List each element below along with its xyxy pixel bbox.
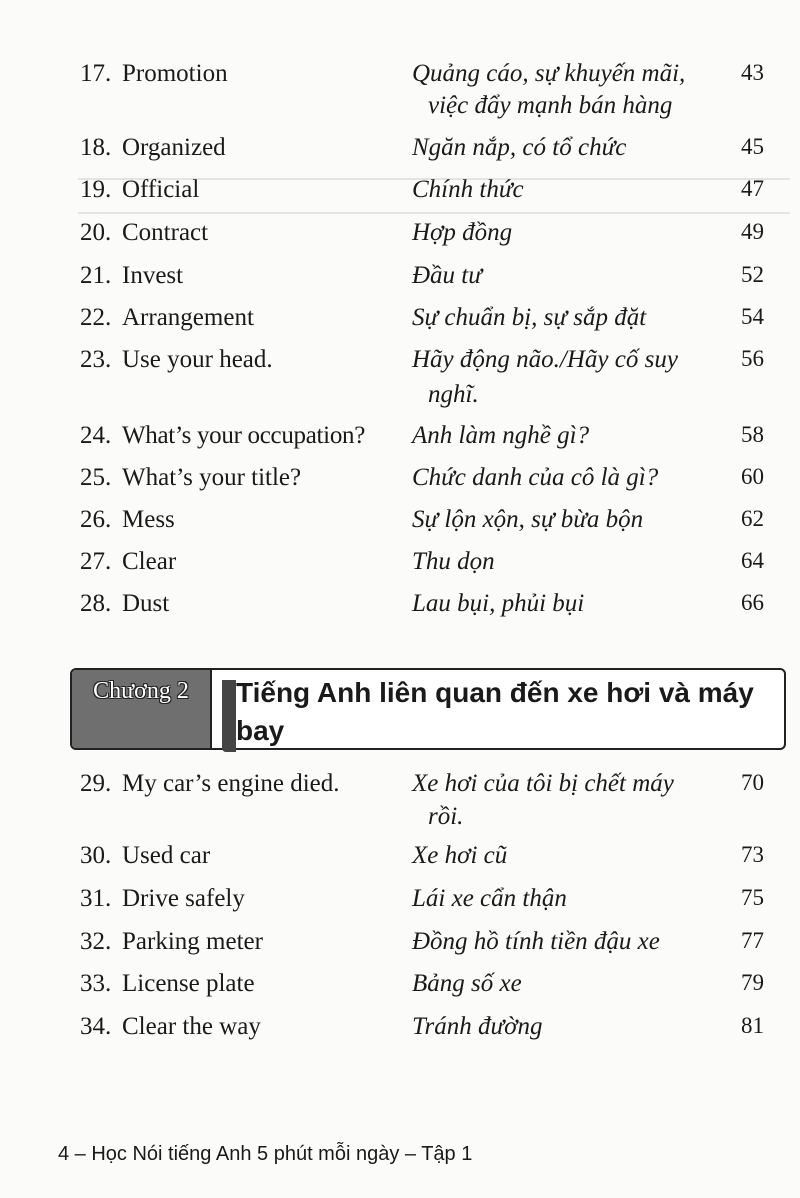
entry-english: Contract — [122, 219, 209, 246]
entry-vietnamese: Chức danh của cô là gì? — [412, 464, 659, 491]
toc-entry — [0, 548, 800, 588]
toc-entry — [0, 346, 800, 386]
entry-number: 28. — [80, 590, 112, 617]
entry-number: 30. — [80, 842, 112, 869]
entry-vietnamese: Bảng số xe — [412, 970, 522, 997]
entry-english: Clear — [122, 548, 177, 575]
entry-english: Drive safely — [122, 885, 245, 912]
entry-number: 29. — [80, 770, 112, 797]
entry-vietnamese: Lau bụi, phủi bụi — [412, 590, 585, 617]
entry-page: 45 — [741, 134, 764, 159]
toc-entry — [0, 176, 800, 216]
toc-entry — [0, 134, 800, 174]
entry-vietnamese-line2: rồi. — [428, 803, 464, 830]
entry-english: Promotion — [122, 60, 228, 87]
entry-page: 43 — [741, 60, 764, 85]
entry-page: 75 — [741, 885, 764, 910]
entry-number: 20. — [80, 219, 112, 246]
entry-english: Arrangement — [122, 304, 254, 331]
entry-english: Mess — [122, 506, 175, 533]
entry-number: 24. — [80, 422, 112, 449]
entry-number: 33. — [80, 970, 112, 997]
entry-english: Parking meter — [122, 928, 263, 955]
entry-page: 62 — [741, 506, 764, 531]
entry-vietnamese: Đầu tư — [412, 262, 482, 289]
entry-vietnamese: Đồng hồ tính tiền đậu xe — [412, 928, 660, 955]
entry-english: Dust — [122, 590, 170, 617]
toc-entry — [0, 506, 800, 546]
entry-vietnamese: Sự lộn xộn, sự bừa bộn — [412, 506, 644, 533]
chapter-divider — [222, 680, 236, 752]
entry-page: 60 — [741, 464, 764, 489]
toc-entry — [0, 885, 800, 925]
toc-entry — [0, 304, 800, 344]
toc-entry-continuation — [0, 381, 800, 421]
entry-vietnamese: Xe hơi của tôi bị chết máy — [412, 770, 674, 797]
entry-number: 34. — [80, 1013, 112, 1040]
entry-page: 64 — [741, 548, 764, 573]
toc-entry — [0, 262, 800, 302]
entry-english: License plate — [122, 970, 255, 997]
entry-page: 77 — [741, 928, 764, 953]
entry-vietnamese: Quảng cáo, sự khuyến mãi, — [412, 60, 686, 87]
toc-entry-continuation — [0, 92, 800, 132]
entry-number: 32. — [80, 928, 112, 955]
entry-english: Official — [122, 176, 200, 203]
entry-page: 56 — [741, 346, 764, 371]
entry-english: Used car — [122, 842, 211, 869]
entry-number: 19. — [80, 176, 112, 203]
entry-vietnamese-line2: nghĩ. — [428, 381, 479, 408]
page-footer: 4 – Học Nói tiếng Anh 5 phút mỗi ngày – Tập 1 — [58, 1143, 473, 1165]
chapter-label-tab — [72, 670, 212, 748]
entry-vietnamese: Anh làm nghề gì? — [412, 422, 590, 449]
toc-entry — [0, 590, 800, 630]
entry-vietnamese: Hãy động não./Hãy cố suy — [412, 346, 678, 373]
entry-english: Invest — [122, 262, 184, 289]
entry-page: 81 — [741, 1013, 764, 1038]
entry-page: 73 — [741, 842, 764, 867]
toc-entry — [0, 464, 800, 504]
toc-entry — [0, 970, 800, 1010]
entry-vietnamese: Xe hơi cũ — [412, 842, 508, 869]
entry-vietnamese: Hợp đồng — [412, 219, 513, 246]
entry-page: 54 — [741, 304, 764, 329]
entry-vietnamese: Thu dọn — [412, 548, 495, 575]
entry-number: 22. — [80, 304, 112, 331]
entry-vietnamese: Tránh đường — [412, 1013, 543, 1040]
entry-number: 17. — [80, 60, 112, 87]
entry-english: What’s your occupation? — [122, 422, 366, 449]
entry-english: Use your head. — [122, 346, 273, 373]
toc-entry — [0, 219, 800, 259]
entry-page: 47 — [741, 176, 764, 201]
entry-vietnamese: Chính thức — [412, 176, 524, 203]
entry-page: 79 — [741, 970, 764, 995]
chapter-label: Chương 2 — [93, 678, 189, 704]
entry-number: 25. — [80, 464, 112, 491]
toc-entry — [0, 1013, 800, 1053]
entry-page: 49 — [741, 219, 764, 244]
entry-page: 52 — [741, 262, 764, 287]
entry-english: My car’s engine died. — [122, 770, 340, 797]
entry-number: 26. — [80, 506, 112, 533]
toc-entry-continuation — [0, 803, 800, 843]
entry-number: 21. — [80, 262, 112, 289]
toc-entry — [0, 422, 800, 462]
entry-number: 18. — [80, 134, 112, 161]
chapter-title: Tiếng Anh liên quan đến xe hơi và máy bay — [236, 677, 754, 746]
entry-number: 31. — [80, 885, 112, 912]
entry-english: Organized — [122, 134, 226, 161]
toc-entry — [0, 842, 800, 882]
entry-english: What’s your title? — [122, 464, 302, 491]
entry-number: 23. — [80, 346, 112, 373]
entry-vietnamese: Ngăn nắp, có tổ chức — [412, 134, 627, 161]
entry-vietnamese-line2: việc đẩy mạnh bán hàng — [428, 92, 673, 119]
entry-page: 66 — [741, 590, 764, 615]
entry-vietnamese: Lái xe cẩn thận — [412, 885, 567, 912]
toc-entry — [0, 928, 800, 968]
entry-page: 70 — [741, 770, 764, 795]
entry-page: 58 — [741, 422, 764, 447]
entry-number: 27. — [80, 548, 112, 575]
entry-vietnamese: Sự chuẩn bị, sự sắp đặt — [412, 304, 647, 331]
chapter-header — [70, 668, 786, 750]
entry-english: Clear the way — [122, 1013, 261, 1040]
